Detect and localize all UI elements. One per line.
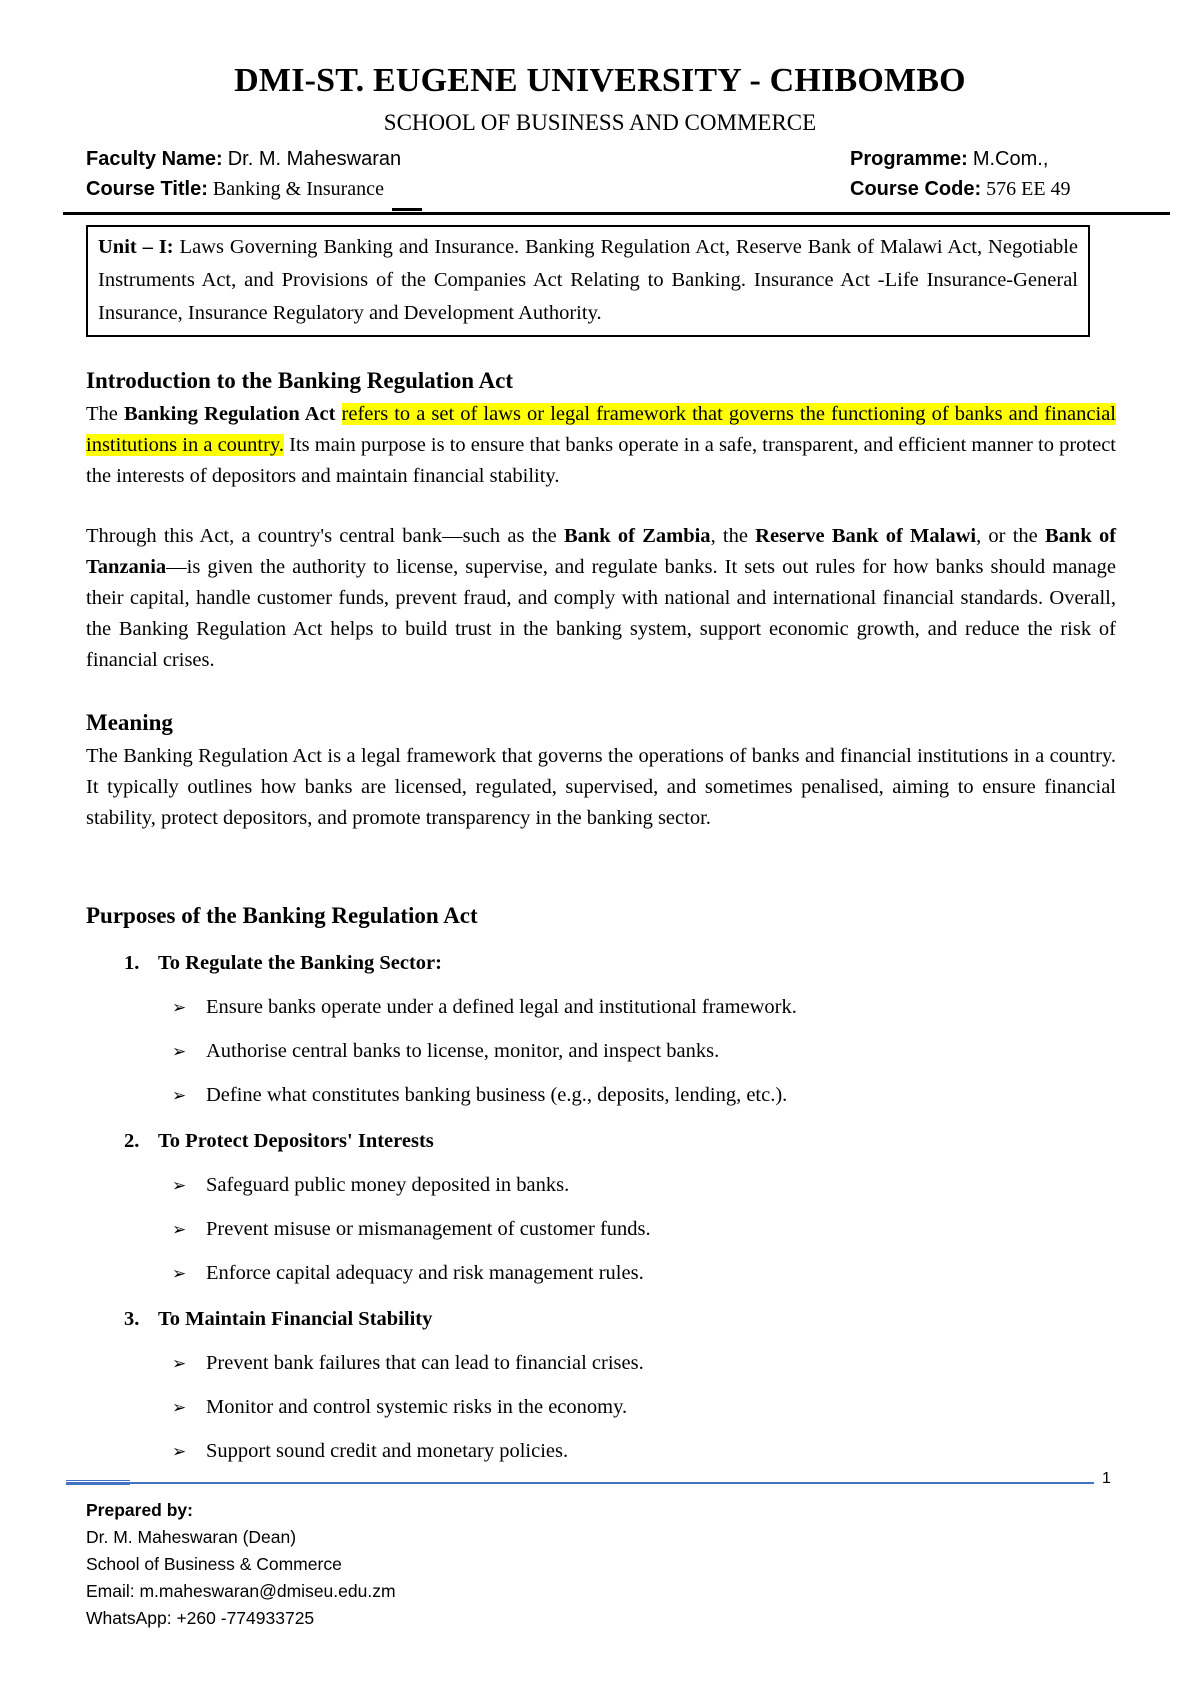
preparer-school: School of Business & Commerce [86, 1554, 342, 1574]
purpose-number: 2. [124, 1130, 140, 1152]
course-title-field [86, 178, 384, 206]
programme-value: M.Com., [972, 148, 1049, 170]
list-item [172, 1174, 569, 1197]
arrow-bullet-icon: ➢ [172, 1220, 187, 1239]
intro-p2-bank-tanzania: Bank of Tanzania [86, 525, 1117, 578]
list-item [172, 1084, 787, 1107]
faculty-value: Dr. M. Maheswaran [227, 148, 402, 170]
intro-p1-space [335, 403, 341, 425]
bullet-text: Ensure banks operate under a defined legal and institutional framework. [206, 996, 797, 1018]
list-item [172, 1396, 627, 1419]
list-item [172, 1440, 568, 1463]
course-code-label: Course Code: [850, 178, 982, 200]
purpose-title: To Maintain Financial Stability [158, 1308, 433, 1330]
intro-p1-rest: Its main purpose is to ensure that banks operate in a safe, transparent, and efficient manner to protect the interests of depositors and maintain financial stability. [86, 434, 1116, 487]
meaning-paragraph: The Banking Regulation Act is a legal framework that governs the operations of banks and financial institutions in a country. It typically outlines how banks are licensed, regulated, supervised, and sometimes penalised, aiming to ensure financial stability, protect depositors, and promote transparency in the banking sector. [86, 745, 1116, 829]
preparer-whatsapp: WhatsApp: +260 -774933725 [86, 1608, 315, 1628]
arrow-bullet-icon: ➢ [172, 1354, 187, 1373]
intro-p2-bank-zambia: Bank of Zambia [563, 525, 711, 547]
bullet-text: Define what constitutes banking business (e.g., deposits, lending, etc.). [206, 1084, 788, 1106]
unit-text: Laws Governing Banking and Insurance. Banking Regulation Act, Reserve Bank of Malawi Act, Negotiable Instruments Act, and Provisions of the Companies Act Relating to Banking. Insurance Act -Life Insurance-General Insurance, Insurance Regulatory and Development Authority. [98, 236, 1078, 324]
header-rule-tab [392, 208, 422, 211]
bullet-text: Prevent misuse or mismanagement of customer funds. [206, 1218, 651, 1240]
programme-label: Programme: [850, 148, 968, 170]
list-item [172, 996, 797, 1019]
course-title-label: Course Title: [86, 178, 208, 200]
footer-rule-accent [66, 1480, 130, 1481]
list-item [172, 1352, 644, 1375]
faculty-label: Faculty Name: [86, 148, 223, 170]
arrow-bullet-icon: ➢ [172, 1086, 187, 1105]
bullet-text: Monitor and control systemic risks in the economy. [206, 1396, 628, 1418]
faculty-programme-row [86, 148, 1090, 176]
arrow-bullet-icon: ➢ [172, 1398, 187, 1417]
footer-rule-accent [66, 1484, 130, 1485]
intro-p2-a: Through this Act, a country's central bank—such as the [86, 525, 564, 547]
intro-paragraph-1 [86, 399, 1116, 492]
preparer-email: Email: m.maheswaran@dmiseu.edu.zm [86, 1581, 396, 1601]
arrow-bullet-icon: ➢ [172, 998, 187, 1017]
bullet-text: Support sound credit and monetary policies. [206, 1440, 569, 1462]
header-rule [63, 212, 1170, 215]
purpose-item-3 [124, 1308, 432, 1331]
intro-p1-bold: Banking Regulation Act [123, 403, 336, 425]
purpose-title: To Regulate the Banking Sector: [158, 952, 442, 974]
purpose-title: To Protect Depositors' Interests [158, 1130, 434, 1152]
university-title: DMI-ST. EUGENE UNIVERSITY - CHIBOMBO [234, 62, 966, 99]
course-code-field [850, 178, 1090, 206]
purpose-item-2 [124, 1130, 434, 1153]
intro-p2-d: , or the [976, 525, 1045, 547]
course-row [86, 178, 1090, 206]
arrow-bullet-icon: ➢ [172, 1176, 187, 1195]
arrow-bullet-icon: ➢ [172, 1042, 187, 1061]
arrow-bullet-icon: ➢ [172, 1442, 187, 1461]
intro-p2-bank-malawi: Reserve Bank of Malawi [755, 525, 977, 547]
bullet-text: Authorise central banks to license, monitor, and inspect banks. [206, 1040, 720, 1062]
programme-field [850, 148, 1090, 176]
intro-p2-c: , the [710, 525, 756, 547]
bullet-text: Safeguard public money deposited in banks. [206, 1174, 570, 1196]
arrow-bullet-icon: ➢ [172, 1264, 187, 1283]
bullet-text: Enforce capital adequacy and risk management rules. [206, 1262, 644, 1284]
intro-p2-e: —is given the authority to license, supervise, and regulate banks. It sets out rules for how banks should manage their capital, handle customer funds, prevent fraud, and comply with national and international financial standards. Overall, the Banking Regulation Act helps to build trust in the banking system, support economic growth, and reduce the risk of financial crises. [86, 556, 1116, 671]
intro-paragraph-2 [86, 521, 1116, 676]
course-code-value: 576 EE 49 [986, 178, 1071, 200]
list-item [172, 1040, 719, 1063]
purpose-item-1 [124, 952, 442, 975]
meaning-heading: Meaning [86, 710, 173, 735]
page-number: 1 [1102, 1470, 1111, 1487]
school-title: SCHOOL OF BUSINESS AND COMMERCE [383, 110, 817, 135]
list-item [172, 1262, 644, 1285]
bullet-text: Prevent bank failures that can lead to financial crises. [206, 1352, 644, 1374]
purpose-number: 3. [124, 1308, 140, 1330]
unit-box [86, 225, 1090, 337]
course-title-value: Banking & Insurance [212, 178, 384, 200]
list-item [172, 1218, 651, 1241]
preparer-name: Dr. M. Maheswaran (Dean) [86, 1527, 297, 1547]
prepared-by-label: Prepared by: [86, 1500, 193, 1520]
intro-p1-pre: The [86, 403, 124, 425]
intro-heading: Introduction to the Banking Regulation Act [86, 368, 514, 393]
purpose-number: 1. [124, 952, 140, 974]
purposes-heading: Purposes of the Banking Regulation Act [86, 903, 478, 928]
unit-label: Unit – I: [98, 236, 174, 258]
faculty-field [86, 148, 401, 176]
intro-p1-highlight: refers to a set of laws or legal framework that governs the functioning of banks and financial institutions in a country. [86, 403, 1116, 456]
footer-rule [66, 1482, 1094, 1484]
